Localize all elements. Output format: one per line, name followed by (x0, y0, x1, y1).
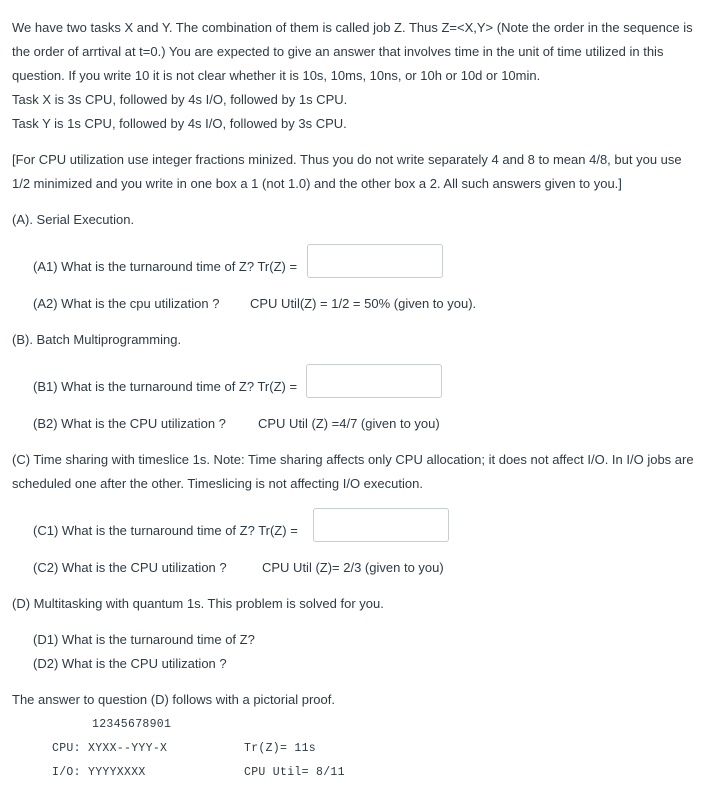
answer-input-c1[interactable] (313, 508, 449, 542)
section-b-heading: (B). Batch Multiprogramming. (12, 332, 182, 347)
cpu-timeline-row: CPU: XYXX--YYY-X (52, 742, 168, 755)
intro-line-3: question. If you write 10 it is not clear whether it is 10s, 10ms, 10ns, or 10h or 10d or 10min. (12, 68, 541, 83)
question-d1-label: (D1) What is the turnaround time of Z? (33, 632, 255, 647)
answer-b2-given: CPU Util (Z) =4/7 (given to you) (258, 416, 440, 431)
section-d-heading: (D) Multitasking with quantum 1s. This problem is solved for you. (12, 596, 384, 611)
answer-c2-given: CPU Util (Z)= 2/3 (given to you) (262, 560, 444, 575)
question-a1-label: (A1) What is the turnaround time of Z? Tr(Z) = (33, 259, 298, 274)
question-c2-label: (C2) What is the CPU utilization ? (33, 560, 227, 575)
answer-a2-given: CPU Util(Z) = 1/2 = 50% (given to you). (250, 296, 477, 311)
note-line-1: [For CPU utilization use integer fractions minized. Thus you do not write separately 4 and 8 to mean 4/8, but you use (12, 152, 682, 167)
question-b1-label: (B1) What is the turnaround time of Z? Tr(Z) = (33, 379, 298, 394)
answer-input-b1[interactable] (306, 364, 442, 398)
proof-intro: The answer to question (D) follows with a pictorial proof. (12, 692, 335, 707)
task-y-description: Task Y is 1s CPU, followed by 4s I/O, followed by 3s CPU. (12, 116, 347, 131)
question-c1-label: (C1) What is the turnaround time of Z? Tr(Z) = (33, 523, 298, 538)
section-a-heading: (A). Serial Execution. (12, 212, 135, 227)
task-x-description: Task X is 3s CPU, followed by 4s I/O, followed by 1s CPU. (12, 92, 348, 107)
section-c-heading-line-1: (C) Time sharing with timeslice 1s. Note: Time sharing affects only CPU allocation; it does not affect I/O. In I/O jobs are (12, 452, 694, 467)
cpu-util-result: CPU Util= 8/11 (244, 766, 345, 779)
section-c-heading-line-2: scheduled one after the other. Timeslicing is not affecting I/O execution. (12, 476, 423, 491)
timeline-ruler: 12345678901 (92, 718, 172, 731)
question-d2-label: (D2) What is the CPU utilization ? (33, 656, 227, 671)
note-line-2: 1/2 minimized and you write in one box a 1 (not 1.0) and the other box a 2. All such answers given to you.] (12, 176, 622, 191)
turnaround-result: Tr(Z)= 11s (244, 742, 317, 755)
intro-line-1: We have two tasks X and Y. The combination of them is called job Z. Thus Z=<X,Y> (Note the order in the sequence is (12, 20, 693, 35)
question-b2-label: (B2) What is the CPU utilization ? (33, 416, 226, 431)
question-a2-label: (A2) What is the cpu utilization ? (33, 296, 220, 311)
io-timeline-row: I/O: YYYYXXXX (52, 766, 146, 779)
intro-line-2: the order of arrtival at t=0.) You are expected to give an answer that involves time in the unit of time utilized in this (12, 44, 664, 59)
answer-input-a1[interactable] (307, 244, 443, 278)
